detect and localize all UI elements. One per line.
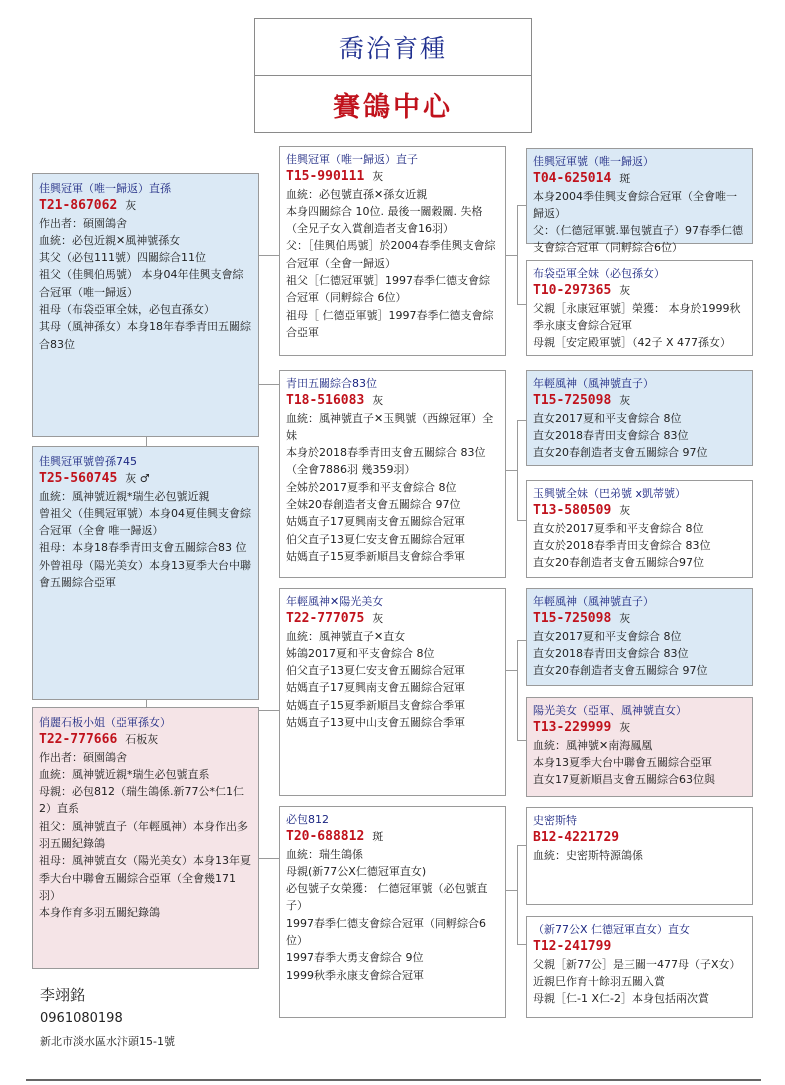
sire-title: 佳興冠軍號曾孫745 [39,455,137,468]
ss-line: 父：［佳興伯馬號］於2004春季佳興支會綜合冠軍（全會一歸返） [286,239,496,270]
ddd-line: 母親［仁-1 X仁-2］本身包括兩次賞 [533,992,709,1006]
sdd-line: 直女於2017夏季和平支會綜合 8位 [533,521,704,535]
dss-title: 年輕風神（風神號直子） [533,595,654,608]
dd-line: 1997春季大勇支會綜合 9位 [286,951,424,965]
card-sd [279,370,506,578]
connector-subject-sd [258,384,280,385]
ds-line: 姑媽直子13夏中山支會五關綜合季軍 [286,716,465,730]
header-subtitle: 賽鴿中心 [333,91,453,123]
dam-title: 俏麗石板小姐（亞軍孫女） [39,716,171,729]
dsd-line: 血統：風神號✕南海鳳凰 [533,738,653,752]
sd-line: 姑媽直子15夏季新順昌支會綜合季軍 [286,549,465,563]
dam-line: 祖父：風神號直子（年輕風神）本身作出多羽五關紀錄鴿 [39,819,248,851]
ds-title: 年輕風神✕陽光美女 [286,595,384,608]
dsd-title: 陽光美女（亞軍、風神號直女） [533,704,687,717]
dd-line: 母親(新77公X仁德冠軍直女) [286,864,427,878]
sdd-title: 玉興號全妹（巴弟號 x凱蒂號） [533,487,687,500]
dsd-ring [533,719,746,736]
ddd-line: 父親［新77公］是三關一477母（子X女）近親巳作育十餘羽五關入賞 [533,957,741,988]
card-sdd [526,480,753,578]
sds-ring-number: T15-725098 [533,393,612,409]
dam-color: 石板灰 [125,733,159,747]
ss-line: 本身四關綜合 10位. 最後一關穀關. 失格（全兄子女入賞創造者支會16羽） [286,204,483,236]
dss-ring-number: T15-725098 [533,611,612,627]
card-dss [526,588,753,686]
dd-line: 必包號子女榮獲： 仁德冠軍號（必包號直子） [286,882,488,913]
subject-line: 祖母（布袋亞軍全妹，必包直孫女） [39,303,215,317]
ddd-ring [533,938,746,955]
sds-ring [533,392,746,409]
connector-ds-right-v [517,640,518,740]
dd-line: 1999秋季永康支會綜合冠軍 [286,968,424,982]
ss-ring [286,168,499,185]
card-dds [526,807,753,905]
sd-line: 血統：風神號直子✕玉興號（西線冠軍）全妹 [286,411,494,442]
connector-dd-right [505,890,517,891]
connector-ds-right [505,670,517,671]
sire-line: 外曾祖母（陽光美女）本身13夏季大台中聯會五關綜合亞軍 [39,558,251,590]
breeder-address: 新北市淡水區水汴頭15-1號 [40,1035,175,1048]
sds-color: 灰 [619,394,631,408]
sd-color: 灰 [372,394,384,408]
connector-dam-dd [258,858,280,859]
dam-line: 血統：風神號近親*瑞生必包號直系 [39,767,210,781]
card-sire [32,446,259,700]
breeder-name: 李翊銘 [40,986,86,1004]
sire-color: 灰 ♂ [125,472,150,486]
dss-color: 灰 [619,612,631,626]
connector-sd-right [505,470,517,471]
ss-line: 祖父［仁德冠軍號］1997春季仁德支會綜合冠軍（同孵綜合 6位） [286,274,490,305]
sss-line: 父：（仁德冠軍號.畢包號直子）97春季仁德支會綜合冠軍（同孵綜合6位） [533,224,743,255]
ss-line: 祖母［ 仁德亞軍號］1997春季仁德支會綜合亞軍 [286,308,494,339]
sd-ring-number: T18-516083 [286,393,365,409]
ss-color: 灰 [372,170,384,184]
subject-ring [39,197,252,214]
card-ssd [526,260,753,356]
dss-line: 直女2018春青田支會綜合 83位 [533,646,689,660]
card-ds [279,588,506,796]
card-dd [279,806,506,1018]
sire-ring [39,470,252,487]
ss-ring-number: T15-990111 [286,169,365,185]
sd-line: 伯父直子13夏仁安支會五關綜合冠軍 [286,532,465,546]
breeder-phone: 0961080198 [40,1011,123,1026]
dd-ring [286,828,499,845]
dam-line: 祖母：風神號直女（陽光美女）本身13年夏季大台中聯會五關綜合亞軍（全會幾171羽） [39,854,251,902]
ds-line: 姑媽直子17夏興南支會五關綜合冠軍 [286,681,465,695]
sss-line: 本身2004季佳興支會綜合冠軍（全會唯一歸返） [533,189,737,220]
connector-dd-right-v [517,845,518,945]
ssd-line: 父親［永康冠軍號］榮獲： 本身於1999秋季永康支會綜合冠軍 [533,301,741,332]
dds-line: 血統：史密斯特源鴿係 [533,848,643,862]
card-ddd [526,916,753,1018]
ss-title: 佳興冠軍（唯一歸返）直子 [286,153,418,166]
sire-line: 血統：風神號近親*瑞生必包號近親 [39,489,210,503]
subject-line: 血統：必包近親✕風神號孫女 [39,233,181,247]
card-dam [32,707,259,969]
sd-line: 本身於2018春季青田支會五關綜合 83位（全會7886羽 幾359羽） [286,446,486,477]
dd-ring-number: T20-688812 [286,829,365,845]
sdd-ring-number: T13-580509 [533,503,612,519]
dss-line: 直女2017夏和平支會綜合 8位 [533,629,682,643]
subject-line: 其父（必包111號）四關綜合11位 [39,251,206,265]
dd-color: 斑 [372,830,384,844]
sire-line: 曾祖父（佳興冠軍號）本身04夏佳興支會綜合冠軍（全會 唯一歸返） [39,506,251,538]
card-subject [32,173,259,437]
subject-line: 祖父（佳興伯馬號） 本身04年佳興支會綜合冠軍（唯一歸返） [39,268,244,299]
subject-line: 其母（風神孫女）本身18年春季青田五關綜合83位 [39,320,251,351]
dam-ring-number: T22-777666 [39,732,118,748]
sdd-color: 灰 [619,504,631,518]
sire-line: 祖母：本身18春季青田支會五關綜合83 位 [39,541,247,555]
connector-subject-ss-h [258,255,280,256]
sd-line: 全妹20春創造者支會五關綜合 97位 [286,498,461,512]
sss-title: 佳興冠軍號（唯一歸返） [533,155,654,168]
sss-color: 斑 [619,172,631,186]
header-box [254,18,532,133]
ssd-ring-number: T10-297365 [533,283,612,299]
sss-ring [533,170,746,187]
dds-ring [533,829,746,846]
connector-sd-right-v [517,420,518,520]
sd-title: 青田五關綜合83位 [286,377,377,390]
dam-ring [39,731,252,748]
dds-ring-number: B12-4221729 [533,830,620,846]
dss-ring [533,610,746,627]
ssd-color: 灰 [619,284,631,298]
subject-title: 佳興冠軍（唯一歸返）直孫 [39,182,171,195]
ds-line: 姊鴿2017夏和平支會綜合 8位 [286,646,435,660]
sdd-line: 直女於2018春季青田支會綜合 83位 [533,538,711,552]
sd-line: 全姊於2017夏季和平支會綜合 8位 [286,480,457,494]
subject-color: 灰 [125,199,137,213]
connector-ss-right [505,255,517,256]
ds-line: 血統：風神號直子✕直女 [286,629,406,643]
sds-line: 直女2017夏和平支會綜合 8位 [533,411,682,425]
ds-color: 灰 [372,612,384,626]
ddd-ring-number: T12-241799 [533,939,612,955]
ds-ring-number: T22-777075 [286,611,365,627]
ds-line: 伯父直子13夏仁安支會五關綜合冠軍 [286,664,465,678]
dsd-ring-number: T13-229999 [533,720,612,736]
dd-line: 血統：瑞生鴿係 [286,847,363,861]
sdd-line: 直女20春創造者支會五關綜合97位 [533,556,704,570]
dam-line: 作出者：碩園鴿舍 [39,750,127,764]
sds-line: 直女2018春青田支會綜合 83位 [533,428,689,442]
sd-line: 姑媽直子17夏興南支會五關綜合冠軍 [286,515,465,529]
ssd-title: 布袋亞軍全妹（必包孫女） [533,267,665,280]
sds-title: 年輕風神（風神號直子） [533,377,654,390]
ds-line: 姑媽直子15夏季新順昌支會綜合季軍 [286,698,465,712]
dd-title: 必包812 [286,813,329,826]
dsd-color: 灰 [619,721,631,735]
ddd-title: （新77公X 仁德冠軍直女）直女 [533,923,691,936]
dsd-line: 本身13夏季大台中聯會五關綜合亞軍 [533,755,712,769]
dds-title: 史密斯特 [533,814,577,827]
sdd-ring [533,502,746,519]
sire-ring-number: T25-560745 [39,471,118,487]
card-sss [526,148,753,255]
subject-ring-number: T21-867062 [39,198,118,214]
dam-line: 本身作育多羽五關紀錄鴿 [39,906,160,920]
card-ss [279,146,506,356]
sd-ring [286,392,499,409]
sds-line: 直女20春創造者支會五關綜合 97位 [533,446,708,460]
breeder-info [40,984,175,1053]
dd-line: 1997春季仁德支會綜合冠軍（同孵綜合6位） [286,916,486,948]
ds-ring [286,610,499,627]
subject-line: 作出者：碩園鴿舍 [39,216,127,230]
connector-dam-ds [258,710,280,711]
ssd-ring [533,282,746,299]
card-dsd [526,697,753,797]
dss-line: 直女20春創造者支會五關綜合 97位 [533,664,708,678]
dam-line: 母親：必包812（瑞生鴿係.新77公*仁1仁2）直系 [39,785,244,816]
footer-divider [26,1079,761,1081]
ssd-line: 母親［安定殿軍號］（42子 X 477孫女） [533,336,732,350]
connector-ss-right-v [517,205,518,305]
card-sds [526,370,753,466]
sss-ring-number: T04-625014 [533,171,612,187]
ss-line: 血統：必包號直孫✕孫女近親 [286,187,428,201]
header-title: 喬治育種 [255,19,531,76]
dsd-line: 直女17夏新順昌支會五關綜合63位與 [533,773,715,787]
